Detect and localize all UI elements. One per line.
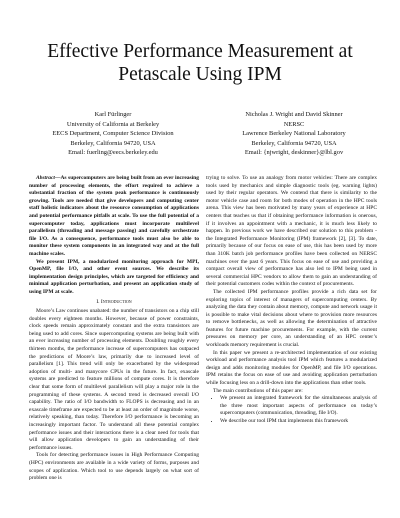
left-column [29,175,199,483]
abstract-paragraph: We present IPM, a modularized monitoring approach for MPI, OpenMP, file I/O, and other event sources. We describe its implementation design principles, which are targeted for efficiency and minimal application perturbation, and present an application study of using IPM at scale. [29,258,199,295]
contributions-list [206,395,377,425]
list-item: • We present an integrated framework for the simultaneous analysis of the three most important aspects of performance on today’s supercomputers (communication, threading, file I/O). [220,395,377,418]
body-paragraph: The main contributions of this paper are: [213,387,303,394]
right-column [206,175,377,426]
body-paragraph: trying to solve. To use an analogy from motor vehicles: There are complex tools used by mechanics and simple diagnostic tools (eg. warning lights) used by their regular operators. We contend that there is similarity to the motor vehicle case and room for both modes of operation in the HPC tools arena. This view has been motivated by many years of experience at HPC centers that teaches us that if obtaining performance information is onerous, if it involves an appointment with a mechanic, it is much less likely to happen. In previous work we have described our solution to this problem - the Integrated Performance Monitoring (IPM) framework [2], [3]. To date, primarily because of our focus on ease of use, this has been used by more than 310K batch job performance profiles have been collected on NERSC machines over the past 6 years. This focus on ease of use and providing a compact overall view of performance has also led to IPM being used in several commercial HPC vendors to allow them to gain an understanding of their potential customers codes within the context of procurements. [206,175,377,288]
author-affiliation: EECS Department, Computer Science Division [52,130,174,137]
author-block-2 [210,110,378,158]
author-names: Nicholas J. Wright and David Skinner [245,111,343,118]
body-paragraph: Moore’s Law continues unabated: the number of transistors on a chip still doubles every eighteen months. However, because of power constraints, clock speeds remain approximately constant and the extra transistors are being used to add cores. Since supercomputing systems are being built with an ever increasing number of processing elements. Doubling roughly every thirteen months, the performance increase of supercomputers has outpaced the predictions of Moore’s law, primarily due to increased level of parallelism [1]. This trend will only be exacerbated by the widespread adoption of multi- and manycore CPUs in the future. In fact, exascale systems are predicted to feature millions of compute cores. It is therefore clear that some form of multilevel parallelism will play a major role in the programming of these systems. A second trend is decreased overall I/O capability. The ratio of I/O bandwidth to FLOPS is decreasing and in an exascale timeframe are expected to be at least an order of magnitude worse, relatively speaking, than today. Therefore I/O performance is becoming an increasingly important factor. To understand all these potential complex performance issues and their interactions there is a clear need for tools that will allow application developers to gain an understanding of their performance issues. [29,308,199,451]
body-paragraph: Tools for detecting performance issues in High Performance Computing (HPC) environments are available in a wide variety of forms, purposes and scopes of application. Which tool to use depends largely on what sort of problem one is [29,452,199,482]
section-heading: I. Introduction [96,298,132,305]
author-affiliation: Berkeley, California 94720, USA [251,139,337,147]
author-names: Karl Fürlinger [94,111,132,118]
abstract-text: —As supercomputers are being built from an ever increasing number of processing elements, the effort required to achieve a substantial fraction of the system peak performance is continuously growing. Tools are needed that give developers and computing center staff holistic indicators about the resource consumption of applications and potential performance pitfalls at scale. To use the full potential of a supercomputer today, applications must incorporate multilevel parallelism (threading and message passing) and carefully orchestrate file I/O. As a consequence, performance tools must also be able to monitor these system components in an integrated way and at the full machine scales. [29,175,199,257]
paper-title: Effective Performance Measurement at Petascale Using IPM [47,41,353,85]
author-affiliation: Lawrence Berkeley National Laboratory [242,130,346,137]
list-item: • We describe our tool IPM that implements this framework [220,418,377,426]
author-affiliation: Berkeley, California 94720, USA [70,139,156,147]
author-email: Email: {njwright, deskinner}@lbl.gov [244,149,344,156]
abstract-label: Abstract [36,175,55,181]
abstract-paragraph [29,175,199,259]
author-block-1 [28,110,198,158]
body-paragraph: The collected IPM performance profiles provide a rich data set for exploring topics of interest of managers of supercomputing centers. By analyzing the data they contain about memory, compute and network usage it is possible to make vital decisions about where to provision more resources to remove bottlenecks, as well as allowing the determination of attractive features for future machine procurements. For example, with the current pressures on memory per core, an understanding of an HPC center’s workloads memory requirement is crucial. [206,288,377,349]
body-paragraph: In this paper we present a re-architected implementation of our existing workload and performance analysis tool IPM which features a modularized design and adds monitoring modules for OpenMP, and file I/O operations. IPM retains the focus on ease of use and avoiding application perturbation while focusing less on a drill-down into the applications than other tools. [206,349,377,387]
author-affiliation: University of California at Berkeley [66,120,160,128]
author-email: Email: fuerling@eecs.berkeley.edu [68,149,158,156]
author-affiliation: NERSC [283,120,305,128]
